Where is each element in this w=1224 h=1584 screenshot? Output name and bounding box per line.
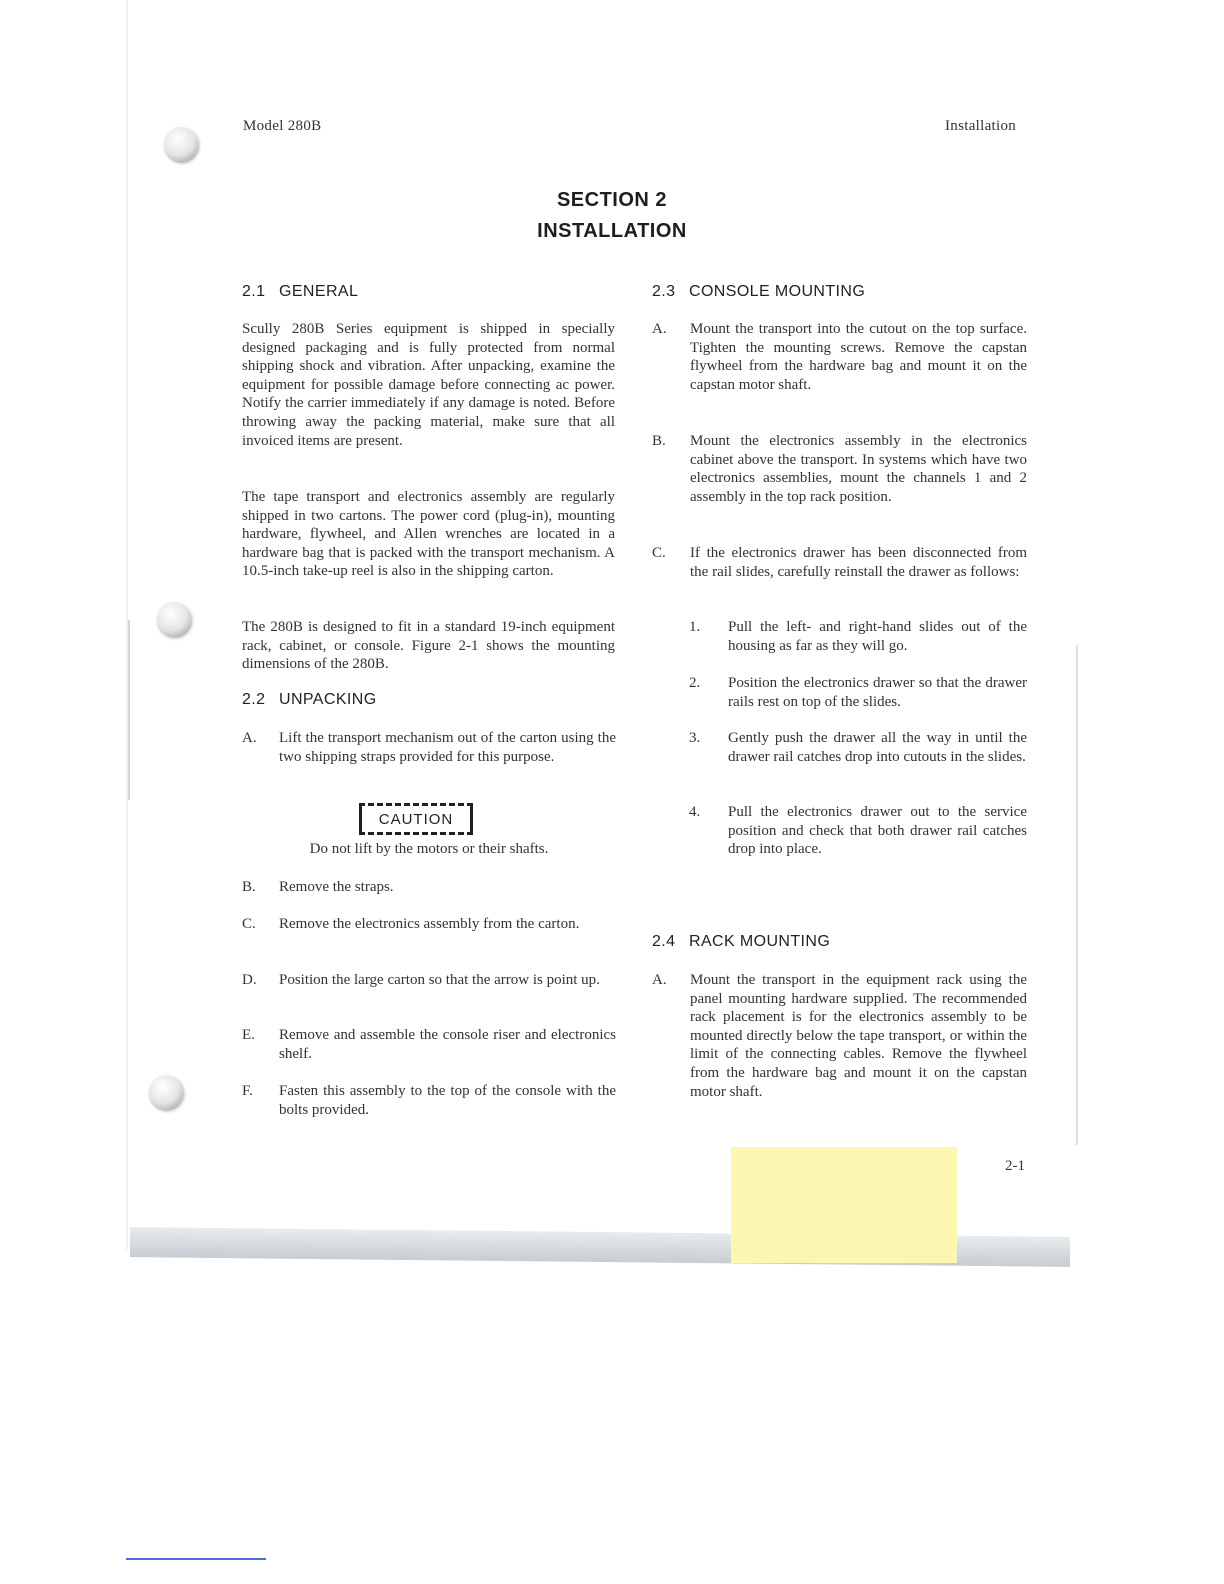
step-label: 4. — [689, 804, 701, 820]
console-step-3 — [689, 729, 1027, 789]
unpacking-item-a — [242, 729, 616, 789]
step-text: Gently push the drawer all the way in until the drawer rail catches drop into cutouts in the slides. — [728, 730, 1027, 765]
step-text: Pull the electronics drawer out to the service position and check that both drawer rail catches drop into place. — [728, 804, 1027, 858]
heading-label: CONSOLE MOUNTING — [689, 283, 866, 300]
punch-hole-top — [164, 127, 198, 161]
item-label: C. — [652, 545, 666, 561]
item-label: F. — [242, 1083, 253, 1099]
unpacking-item-d — [242, 971, 616, 1011]
heading-label: UNPACKING — [279, 691, 377, 708]
heading-general — [242, 283, 358, 301]
item-label: B. — [242, 879, 256, 895]
heading-console-mounting — [652, 283, 865, 301]
item-text: Position the large carton so that the arrow is point up. — [279, 972, 600, 988]
console-step-4 — [689, 803, 1027, 863]
heading-number: 2.2 — [242, 691, 266, 708]
item-text: Remove and assemble the console riser and electronics shelf. — [279, 1027, 616, 1062]
item-text: Mount the transport into the cutout on the top surface. Tighten the mounting screws. Remove the capstan flywheel from the hardware bag and mount it on the capstan motor shaft. — [690, 321, 1027, 393]
caution-box — [359, 803, 473, 835]
general-paragraph-3: The 280B is designed to fit in a standard 19-inch equipment rack, cabinet, or console. Figure 2-1 shows the mounting dimensions of the 280B. — [242, 619, 615, 673]
step-label: 3. — [689, 730, 701, 746]
unpacking-item-b — [242, 878, 616, 898]
heading-number: 2.3 — [652, 283, 676, 300]
general-paragraph-1: Scully 280B Series equipment is shipped in specially designed packaging and is fully protected from normal shipping shock and vibration. After unpacking, examine the equipment for possible damage before connecting ac power. Notify the carrier immediately if any damage is noted. Before throwing away the packing material, make sure that all invoiced items are present. — [242, 321, 615, 449]
caution-label: CAUTION — [378, 810, 454, 828]
step-label: 2. — [689, 675, 701, 691]
header-chapter: Installation — [945, 118, 1017, 134]
heading-rack-mounting — [652, 933, 830, 951]
heading-number: 2.4 — [652, 933, 676, 950]
general-paragraph-2: The tape transport and electronics assembly are regularly shipped in two cartons. The power cord (plug-in), mounting hardware, flywheel, and Allen wrenches are located in a hardware bag that is packed with the transport mechanism. A 10.5-inch take-up reel is also in the shipping carton. — [242, 489, 615, 580]
console-item-a — [652, 320, 1027, 400]
step-text: Position the electronics drawer so that the drawer rails rest on top of the slides. — [728, 675, 1027, 710]
punch-hole-middle — [157, 602, 191, 636]
step-text: Pull the left- and right-hand slides out of the housing as far as they will go. — [728, 619, 1027, 654]
punch-hole-bottom — [149, 1075, 183, 1109]
section-number: SECTION 2 — [556, 189, 668, 211]
header-model: Model 280B — [243, 118, 322, 134]
section-title: INSTALLATION — [537, 220, 687, 242]
scan-line-left — [128, 620, 130, 800]
console-item-c — [652, 544, 1027, 604]
item-text: Lift the transport mechanism out of the carton using the two shipping straps provided for this purpose. — [279, 730, 616, 765]
console-step-2 — [689, 674, 1027, 714]
rack-item-a — [652, 971, 1027, 1121]
item-label: A. — [652, 321, 667, 337]
unpacking-item-e — [242, 1026, 616, 1066]
item-text: Remove the electronics assembly from the carton. — [279, 916, 580, 932]
heading-label: RACK MOUNTING — [689, 933, 831, 950]
unpacking-item-c — [242, 915, 616, 955]
step-label: 1. — [689, 619, 701, 635]
item-label: A. — [652, 972, 667, 988]
sticky-note — [731, 1147, 957, 1263]
item-text: If the electronics drawer has been disconnected from the rail slides, carefully reinstall the drawer as follows: — [690, 545, 1027, 580]
console-item-b — [652, 432, 1027, 512]
item-text: Remove the straps. — [279, 879, 394, 895]
item-text: Mount the electronics assembly in the electronics cabinet above the transport. In systems which have two electronics assemblies, mount the channels 1 and 2 assembly in the top rack position. — [690, 433, 1027, 505]
heading-label: GENERAL — [279, 283, 359, 300]
item-label: E. — [242, 1027, 255, 1043]
unpacking-item-f — [242, 1082, 616, 1122]
item-text: Mount the transport in the equipment rack using the panel mounting hardware supplied. The recommended rack placement is for the electronics assembly to be mounted directly below the tape transport, or within the limit of the connecting cables. Remove the flywheel from the hardware bag and mount it on the capstan motor shaft. — [690, 972, 1027, 1100]
item-text: Fasten this assembly to the top of the console with the bolts provided. — [279, 1083, 616, 1118]
caution-text: Do not lift by the motors or their shafts. — [309, 841, 549, 857]
item-label: C. — [242, 916, 256, 932]
heading-unpacking — [242, 691, 377, 709]
console-step-1 — [689, 618, 1027, 658]
item-label: B. — [652, 433, 666, 449]
item-label: A. — [242, 730, 257, 746]
blue-underline — [126, 1558, 266, 1560]
item-label: D. — [242, 972, 257, 988]
heading-number: 2.1 — [242, 283, 266, 300]
page-number: 2-1 — [1005, 1158, 1025, 1174]
scan-line-right — [1076, 645, 1078, 1145]
